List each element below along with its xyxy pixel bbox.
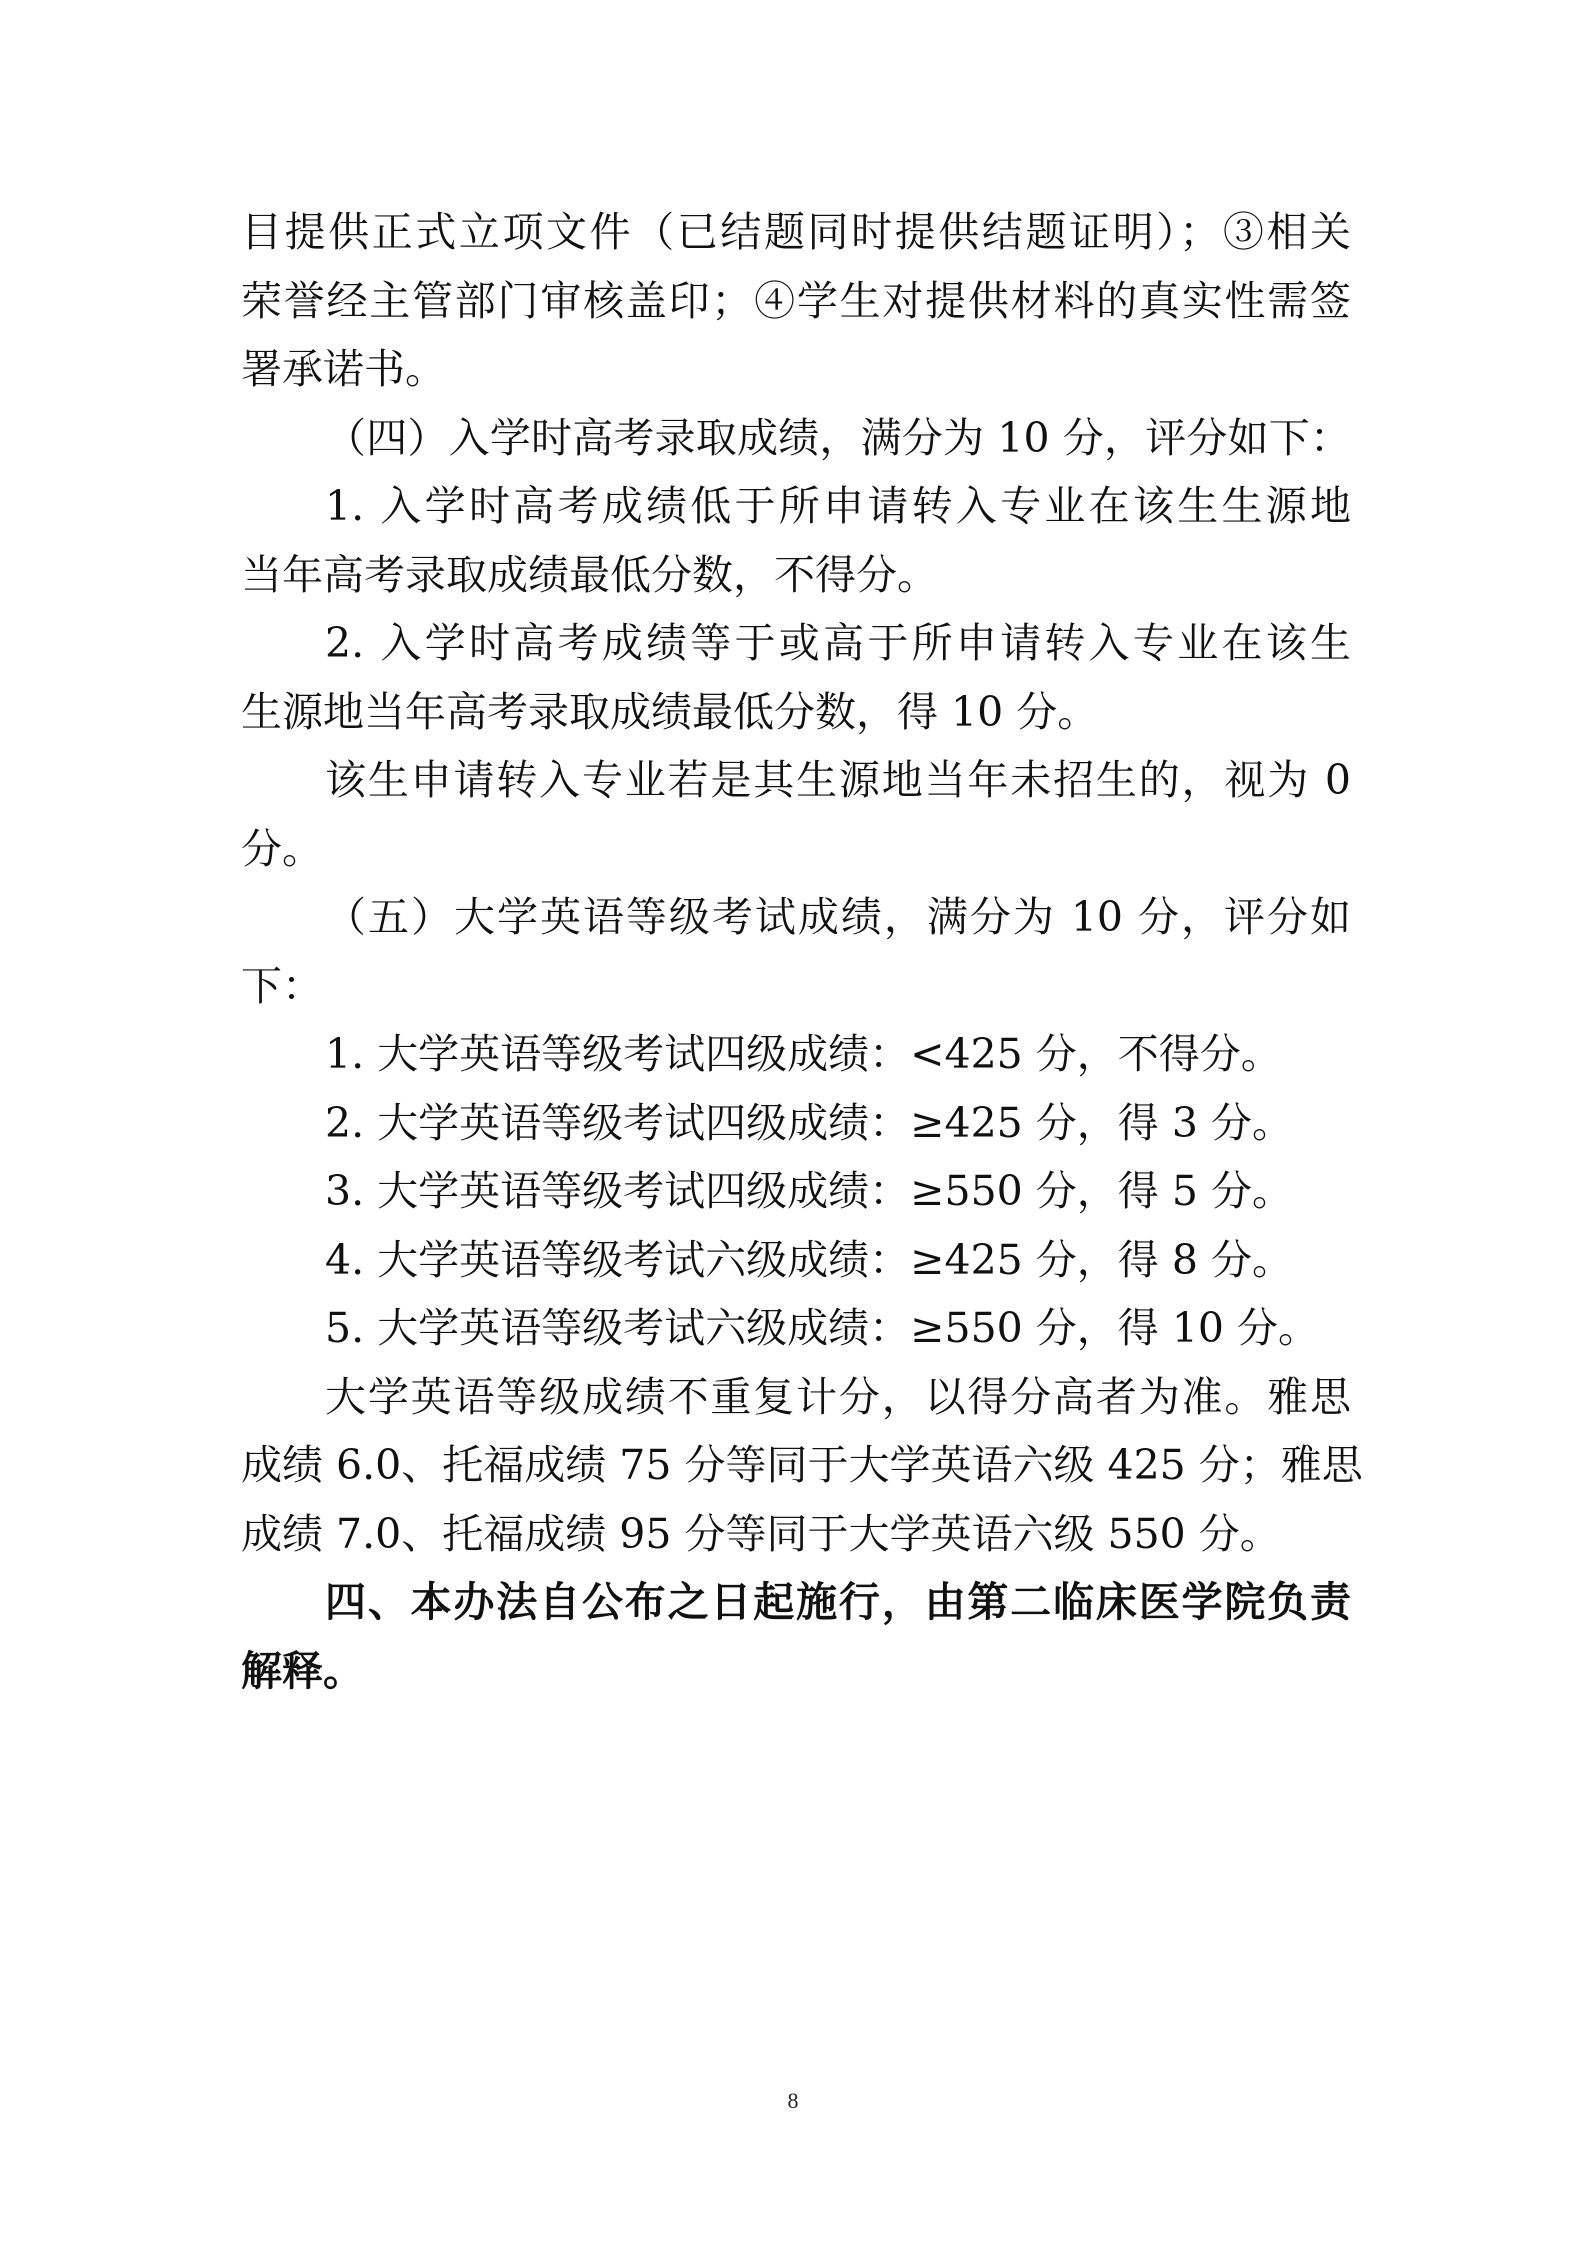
paragraph-line: 成绩 7.0、托福成绩 95 分等同于大学英语六级 550 分。	[241, 1509, 1281, 1558]
paragraph-line: （五）大学英语等级考试成绩，满分为 10 分，评分如	[325, 893, 1351, 941]
paragraph-line: 分。	[241, 824, 323, 873]
paragraph-line: 1. 入学时高考成绩低于所申请转入专业在该生生源地	[325, 482, 1351, 530]
paragraph-line: 2. 入学时高考成绩等于或高于所申请转入专业在该生	[325, 619, 1351, 667]
paragraph-line: 2. 大学英语等级考试四级成绩：≥425 分，得 3 分。	[325, 1098, 1293, 1147]
paragraph-line: 大学英语等级成绩不重复计分，以得分高者为准。雅思	[325, 1372, 1351, 1421]
bold-paragraph-line: 解释。	[241, 1646, 364, 1695]
paragraph-line: 该生申请转入专业若是其生源地当年未招生的，视为 0	[325, 756, 1351, 804]
paragraph-line: 当年高考录取成绩最低分数，不得分。	[241, 550, 938, 599]
bold-paragraph-line: 四、本办法自公布之日起施行，由第二临床医学院负责	[325, 1578, 1351, 1626]
paragraph-line: 3. 大学英语等级考试四级成绩：≥550 分，得 5 分。	[325, 1167, 1293, 1215]
paragraph-line: 5. 大学英语等级考试六级成绩：≥550 分，得 10 分。	[325, 1304, 1320, 1352]
paragraph-line: 署承诺书。	[241, 345, 446, 393]
page-number: 8	[787, 2088, 799, 2113]
paragraph-line: 1. 大学英语等级考试四级成绩：<425 分，不得分。	[325, 1030, 1282, 1078]
paragraph-line: 荣誉经主管部门审核盖印；④学生对提供材料的真实性需签	[241, 276, 1351, 325]
paragraph-line: 成绩 6.0、托福成绩 75 分等同于大学英语六级 425 分；雅思	[241, 1441, 1363, 1489]
paragraph-line: 生源地当年高考录取成绩最低分数，得 10 分。	[241, 687, 1099, 736]
paragraph-line: （四）入学时高考录取成绩，满分为 10 分，评分如下：	[325, 413, 1351, 462]
paragraph-line: 下：	[241, 961, 323, 1010]
paragraph-line: 目提供正式立项文件（已结题同时提供结题证明）；③相关	[241, 208, 1351, 256]
document-body	[241, 198, 1363, 1705]
paragraph-line: 4. 大学英语等级考试六级成绩：≥425 分，得 8 分。	[325, 1235, 1293, 1284]
